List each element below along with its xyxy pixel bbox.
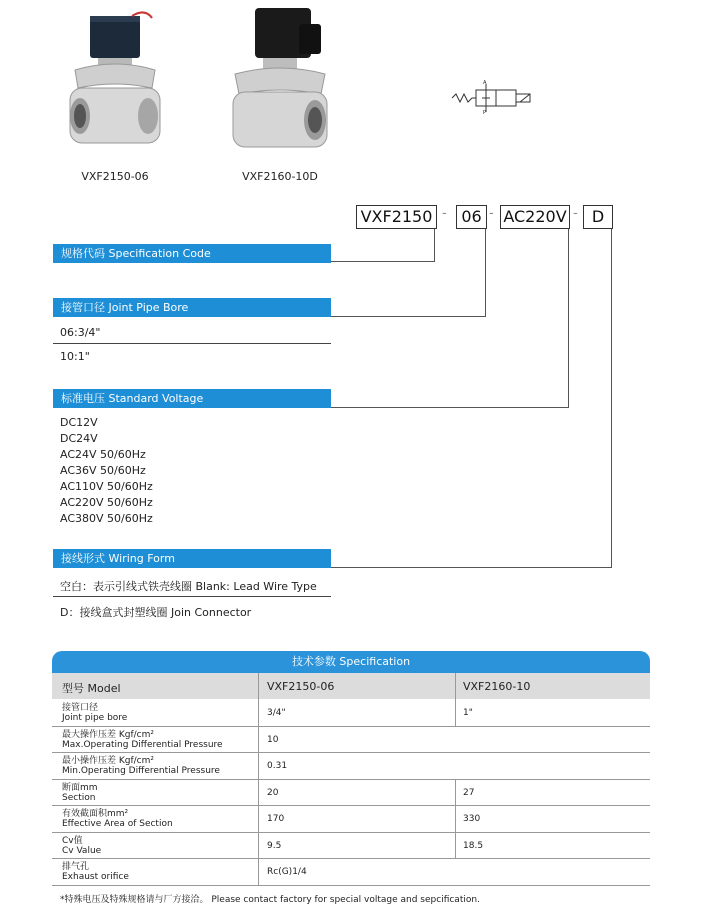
row-label-zh: 最小操作压差 Kgf/cm² (62, 756, 154, 766)
spec-table-title: 技术参数 Specification (52, 651, 650, 673)
voltage-item: AC110V 50/60Hz (60, 480, 153, 493)
footnote: *特殊电压及特殊规格请与厂方接洽。 Please contact factory for special voltage and sepcification. (60, 895, 480, 905)
row-label-en: Max.Operating Differential Pressure (62, 740, 223, 750)
code-part-bore: 06 (456, 205, 487, 229)
header-col1: VXF2150-06 (267, 680, 335, 693)
row-value-1: 20 (267, 788, 279, 798)
row-label-zh: 有效截面积mm² (62, 809, 129, 819)
valve-symbol-icon (450, 82, 536, 114)
divider (53, 343, 331, 344)
connector-line (568, 229, 569, 408)
header-col2: VXF2160-10 (463, 680, 531, 693)
table-row (52, 699, 650, 727)
code-part-wiring: D (583, 205, 613, 229)
voltage-item: AC36V 50/60Hz (60, 464, 146, 477)
row-label-en: Joint pipe bore (62, 713, 128, 723)
connector-line (331, 407, 569, 408)
wiring-item: D：接线盒式封塑线圈 Join Connector (60, 606, 252, 619)
code-dash-3: - (573, 206, 578, 221)
row-value-1: 170 (267, 814, 285, 824)
connector-line (611, 229, 612, 568)
valve-vxf2150-image (60, 8, 170, 158)
connector-line (434, 229, 435, 262)
row-value-1: 3/4" (267, 708, 286, 718)
row-value-2: 1" (463, 708, 473, 718)
row-value-1: 10 (267, 735, 279, 745)
header-model: 型号 Model (62, 682, 121, 695)
section-wiring: 接线形式 Wiring Form (53, 549, 331, 568)
row-label-zh: 最大操作压差 Kgf/cm² (62, 730, 154, 740)
column-divider (455, 673, 456, 699)
row-label-zh: 接管口径 (62, 703, 99, 713)
product-caption-2: VXF2160-10D (242, 170, 318, 183)
table-row (52, 726, 650, 753)
connector-line (485, 229, 486, 317)
pipe-bore-item: 06:3/4" (60, 326, 101, 339)
column-divider (455, 699, 456, 726)
valve-vxf2160-image (225, 4, 335, 154)
symbol-label-p: P (483, 110, 487, 116)
connector-line (331, 261, 435, 262)
row-label-en: Cv Value (62, 846, 102, 856)
voltage-item: DC24V (60, 432, 98, 445)
wiring-item: 空白：表示引线式铁壳线圈 Blank: Lead Wire Type (60, 580, 317, 593)
row-label-zh: 排气孔 (62, 862, 90, 872)
row-value-2: 27 (463, 788, 475, 798)
row-value-1: Rc(G)1/4 (267, 867, 307, 877)
row-label-en: Section (62, 793, 96, 803)
row-value-1: 0.31 (267, 761, 288, 771)
spec-table-header (52, 673, 650, 699)
column-divider (455, 832, 456, 858)
pipe-bore-item: 10:1" (60, 350, 90, 363)
code-dash-1: - (442, 206, 447, 221)
voltage-item: AC380V 50/60Hz (60, 512, 153, 525)
column-divider (455, 779, 456, 805)
voltage-item: AC220V 50/60Hz (60, 496, 153, 509)
connector-line (331, 567, 612, 568)
code-part-voltage: AC220V (500, 205, 570, 229)
table-row (52, 858, 650, 886)
section-voltage: 标准电压 Standard Voltage (53, 389, 331, 408)
row-label-en: Min.Operating Differential Pressure (62, 766, 220, 776)
row-label-zh: 断面mm (62, 783, 98, 793)
code-dash-2: - (489, 206, 494, 221)
symbol-label-a: A (483, 80, 487, 86)
table-row (52, 832, 650, 859)
row-value-2: 330 (463, 814, 481, 824)
voltage-item: AC24V 50/60Hz (60, 448, 146, 461)
row-value-1: 9.5 (267, 841, 282, 851)
section-pipe-bore: 接管口径 Joint Pipe Bore (53, 298, 331, 317)
row-label-en: Exhaust orifice (62, 872, 129, 882)
table-row (52, 805, 650, 833)
column-divider (455, 805, 456, 832)
connector-line (331, 316, 486, 317)
voltage-item: DC12V (60, 416, 98, 429)
row-label-zh: Cv值 (62, 836, 83, 846)
row-label-en: Effective Area of Section (62, 819, 173, 829)
product-caption-1: VXF2150-06 (81, 170, 149, 183)
divider (53, 596, 331, 597)
section-spec-code: 规格代码 Specification Code (53, 244, 331, 263)
row-value-2: 18.5 (463, 841, 484, 851)
table-row (52, 779, 650, 806)
code-part-model: VXF2150 (356, 205, 437, 229)
table-row (52, 752, 650, 780)
